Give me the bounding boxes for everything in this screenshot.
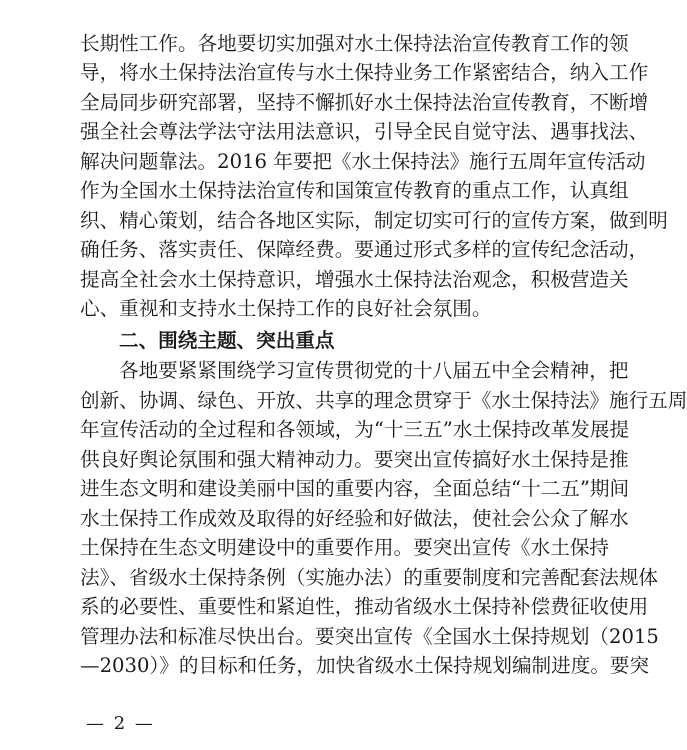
body-text-line: —2030）》的目标和任务，加快省级水土保持规划编制进度。要突	[80, 654, 650, 677]
section-heading: 二、围绕主题、突出重点	[119, 329, 335, 352]
body-text-line: 解决问题靠法。2016 年要把《水土保持法》施行五周年宣传活动	[80, 150, 646, 173]
body-text-line: 各地要紧紧围绕学习宣传贯彻党的十八届五中全会精神，把	[119, 359, 629, 382]
body-text-line: 提高全社会水土保持意识，增强水土保持法治观念，积极营造关	[80, 268, 629, 291]
body-text-line: 强全社会尊法学法守法用法意识，引导全民自觉守法、遇事找法、	[80, 120, 649, 143]
body-text-line: 管理办法和标准尽快出台。要突出宣传《全国水土保持规划（2015	[80, 625, 659, 648]
body-text-line: 年宣传活动的全过程和各领域，为“十三五”水土保持改革发展提	[80, 418, 630, 441]
body-text-line: 心、重视和支持水土保持工作的良好社会氛围。	[80, 297, 492, 320]
body-text-line: 织、精心策划，结合各地区实际，制定切实可行的宣传方案，做到明	[80, 209, 668, 232]
body-text-line: 全局同步研究部署，坚持不懈抓好水土保持法治宣传教育，不断增	[80, 91, 649, 114]
body-text-line: 系的必要性、重要性和紧迫性，推动省级水土保持补偿费征收使用	[80, 595, 649, 618]
body-text-line: 作为全国水土保持法治宣传和国策宣传教育的重点工作，认真组	[80, 179, 629, 202]
body-text-line: 进生态文明和建设美丽中国的重要内容，全面总结“十二五”期间	[80, 477, 630, 500]
body-text-line: 导，将水土保持法治宣传与水土保持业务工作紧密结合，纳入工作	[80, 61, 649, 84]
body-text-line: 水土保持工作成效及取得的好经验和好做法，使社会公众了解水	[80, 507, 629, 530]
body-text-line: 长期性工作。各地要切实加强对水土保持法治宣传教育工作的领	[80, 32, 629, 55]
body-text-line: 确任务、落实责任、保障经费。要通过形式多样的宣传纪念活动，	[80, 238, 649, 261]
body-text-line: 土保持在生态文明建设中的重要作用。要突出宣传《水土保持	[80, 536, 610, 559]
body-text-line: 法》、省级水土保持条例（实施办法）的重要制度和完善配套法规体	[80, 566, 659, 589]
body-text-line: 创新、协调、绿色、开放、共享的理念贯穿于《水土保持法》施行五周	[80, 389, 687, 412]
body-text-line: 供良好舆论氛围和强大精神动力。要突出宣传搞好水土保持是推	[80, 448, 629, 471]
page-number: — 2 —	[86, 713, 155, 734]
